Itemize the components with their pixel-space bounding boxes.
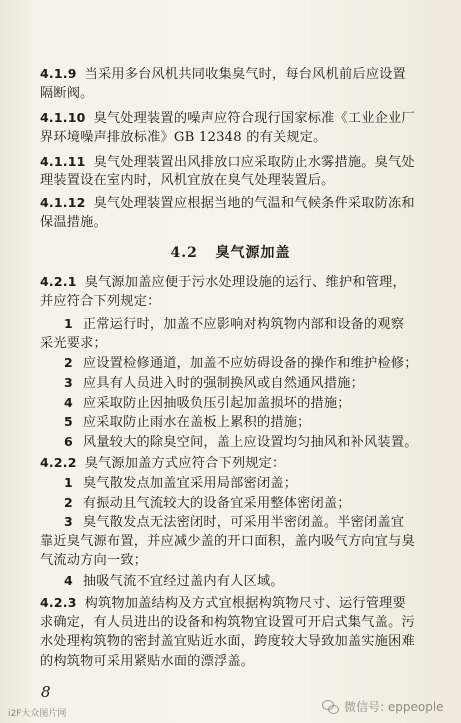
clause-number: 4.1.11 xyxy=(40,153,86,169)
item-number: 3 xyxy=(64,375,73,391)
item-number: 4 xyxy=(64,572,73,588)
clause-text: 气流动方向一致； xyxy=(40,553,148,569)
clause-line-continued xyxy=(40,211,107,235)
clause-number: 4.2.3 xyxy=(40,595,77,611)
item-number: 1 xyxy=(64,474,73,490)
item-number: 6 xyxy=(64,433,73,449)
item-number: 4 xyxy=(64,394,73,410)
clause-text: 臭气散发点加盖宜采用局部密闭盖； xyxy=(82,475,298,491)
clause-text: 应设置检修通道，加盖不应妨碍设备的操作和维护检修； xyxy=(82,356,418,372)
clause-number: 4.1.12 xyxy=(40,195,86,211)
clause-text: 应采取防止因抽吸负压引起加盖损坏的措施； xyxy=(82,395,351,411)
clause-text: 正常运行时，加盖不应影响对构筑物内部和设备的观察 xyxy=(82,317,405,333)
clause-text: 靠近臭气源布置，并应减少盖的开口面积，盖内吸气方向宜与臭 xyxy=(40,533,415,549)
clause-text: 风量较大的除臭空间，盖上应设置均匀抽风和补风装置。 xyxy=(82,434,418,450)
clause-text: 的构筑物可采用紧贴水面的漂浮盖。 xyxy=(40,654,255,669)
wechat-id-text: 微信号: eppeople xyxy=(344,700,444,714)
item-number: 2 xyxy=(64,355,73,371)
clause-text: 当采用多台风机共同收集臭气时，每台风机前后应设置 xyxy=(84,67,406,82)
clause-text: 臭气源加盖方式应符合下列规定： xyxy=(84,456,286,472)
clause-number: 4.2.2 xyxy=(40,455,77,471)
clause-line-continued xyxy=(40,650,254,674)
clause-text: 并应符合下列规定： xyxy=(40,294,161,310)
clause-line xyxy=(40,62,406,87)
clause-text: 理装置设在室内时，风机宜放在臭气处理装置后。 xyxy=(40,173,335,189)
page-number: 8 xyxy=(41,683,51,701)
clause-line-continued xyxy=(40,290,161,314)
clause-text: 臭气处理装置出风排放口应采取防止水雾措施。臭气处 xyxy=(93,154,415,170)
clause-text: 求确定，有人员进出的设备和构筑物宜设置可开启式集气盖。污 xyxy=(40,614,415,630)
clause-number: 4.1.9 xyxy=(40,66,77,81)
item-number: 5 xyxy=(64,414,73,430)
clause-text: 臭气散发点无法密闭时，可采用半密闭盖。半密闭盖宜 xyxy=(82,515,405,531)
clause-line-continued xyxy=(40,126,327,150)
clause-text: 水处理构筑物的密封盖宜贴近水面，跨度较大导致加盖实施困难 xyxy=(40,634,415,650)
clause-text: 臭气处理装置的噪声应符合现行国家标准《工业企业厂 xyxy=(93,111,415,127)
section-heading xyxy=(0,242,461,262)
clause-text: 界环境噪声排放标准》GB 12348 的有关规定。 xyxy=(40,129,327,145)
section-title-text: 臭气源加盖 xyxy=(215,245,291,262)
clause-line xyxy=(64,312,404,337)
clause-number: 4.2.1 xyxy=(40,274,77,290)
clause-text: 臭气源加盖应便于污水处理设施的运行、维护和管理， xyxy=(84,275,406,291)
clause-text: 臭气处理装置应根据当地的气温和气候条件采取防冻和 xyxy=(93,196,415,212)
clause-text: 采光要求； xyxy=(40,335,107,351)
clause-text: 隔断阀。 xyxy=(40,85,94,101)
clause-text: 保温措施。 xyxy=(40,215,107,231)
clause-text: 抽吸气流不宜经过盖内有人区域。 xyxy=(82,573,284,589)
clause-text: 有振动且气流较大的设备宜采用整体密闭盖； xyxy=(82,495,351,511)
clause-text: 构筑物加盖结构及方式宜根据构筑物尺寸、运行管理要 xyxy=(84,596,406,612)
item-number: 2 xyxy=(64,494,73,510)
clause-text: 应具有人员进入时的强制换风或自然通风措施； xyxy=(82,376,365,392)
section-number: 4.2 xyxy=(170,245,198,262)
clause-line-continued xyxy=(40,82,94,106)
clause-text: 应采取防止雨水在盖板上累积的措施； xyxy=(82,415,311,431)
watermark-right xyxy=(322,698,444,715)
item-number: 3 xyxy=(64,514,73,530)
wechat-icon xyxy=(322,700,340,714)
clause-number: 4.1.10 xyxy=(40,110,86,126)
watermark-left: i2F大众图片网 xyxy=(8,709,67,719)
clause-line-continued xyxy=(40,169,335,193)
item-number: 1 xyxy=(64,316,73,332)
